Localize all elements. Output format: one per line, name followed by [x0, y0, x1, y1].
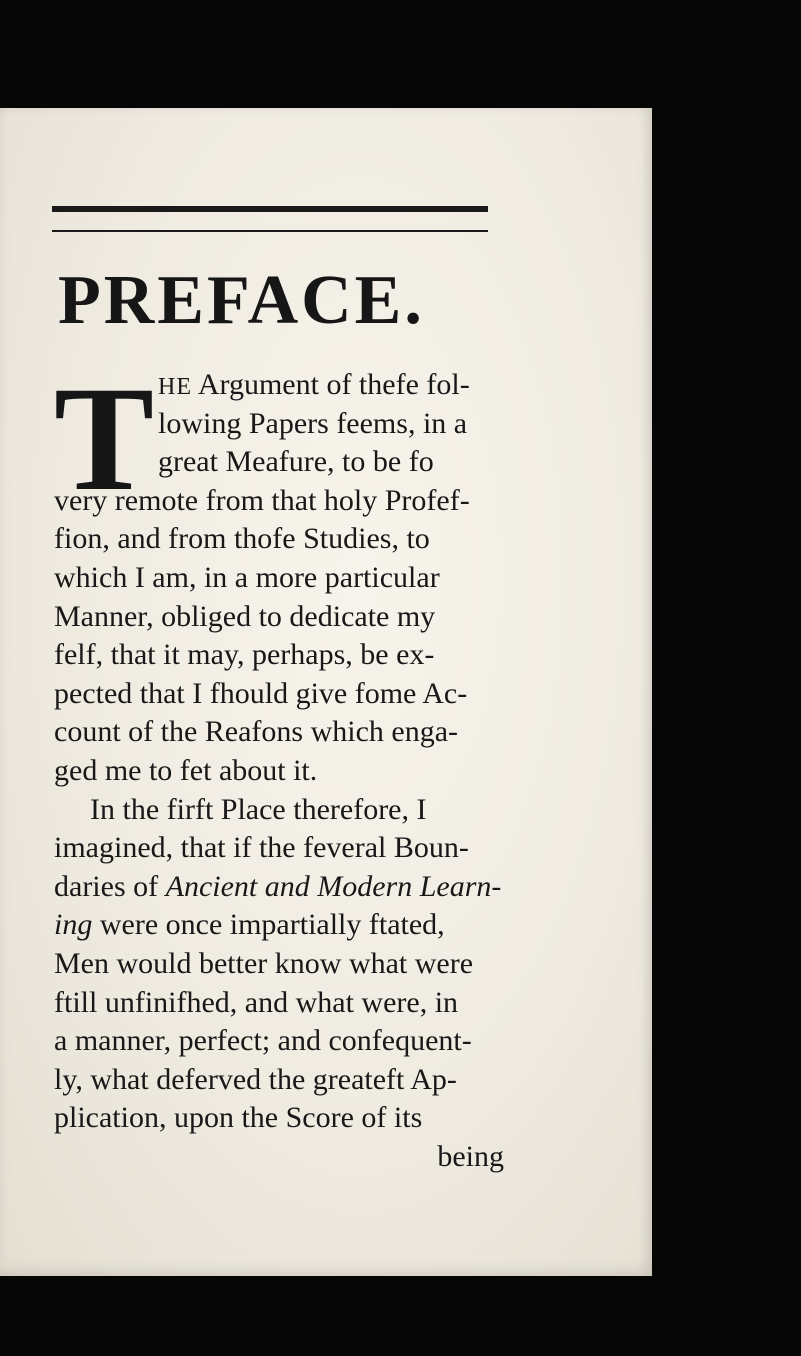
text-line: ftill unfinifhed, and what were, in [54, 985, 459, 1019]
top-rule-thick [52, 206, 488, 212]
text-line: pected that I fhould give fome Ac- [54, 676, 468, 710]
text-line: great Meafure, to be fo [158, 445, 434, 479]
top-rule-thin [52, 230, 488, 232]
text-line: In the firft Place therefore, I [90, 792, 427, 826]
line-text: daries of [54, 869, 166, 903]
book-page [0, 108, 652, 1276]
italic-text: Ancient and Modern Learn- [165, 869, 502, 903]
catchword: being [437, 1139, 504, 1173]
text-line: imagined, that if the feveral Boun- [54, 831, 469, 865]
body-text [54, 356, 504, 1176]
text-line: ly, what deferved the greateft Ap- [54, 1062, 457, 1096]
text-line: felf, that it may, perhaps, be ex- [54, 638, 435, 672]
text-line: which I am, in a more particular [54, 560, 440, 594]
text-line [54, 366, 504, 405]
text-line: very remote from that holy Profef- [54, 483, 470, 517]
line-text: Argument of thefe fol- [192, 368, 470, 401]
page-title: PREFACE. [58, 262, 425, 339]
text-line [54, 868, 504, 907]
text-line: Men would better know what were [54, 946, 474, 980]
small-caps: HE [158, 374, 192, 400]
text-line: Manner, obliged to dedicate my [54, 599, 436, 633]
text-line: fion, and from thofe Studies, to [54, 522, 430, 556]
line-text: were once impartially ftated, [92, 908, 445, 942]
text-line: plication, upon the Score of its [54, 1101, 423, 1135]
text-line: ged me to fet about it. [54, 753, 318, 787]
text-line: lowing Papers feems, in a [158, 406, 468, 440]
text-line [54, 906, 504, 945]
italic-text: ing [54, 908, 93, 942]
text-line: a manner, perfect; and confequent- [54, 1024, 472, 1058]
text-line: count of the Reafons which enga- [54, 715, 459, 749]
drop-cap: T [54, 356, 155, 522]
